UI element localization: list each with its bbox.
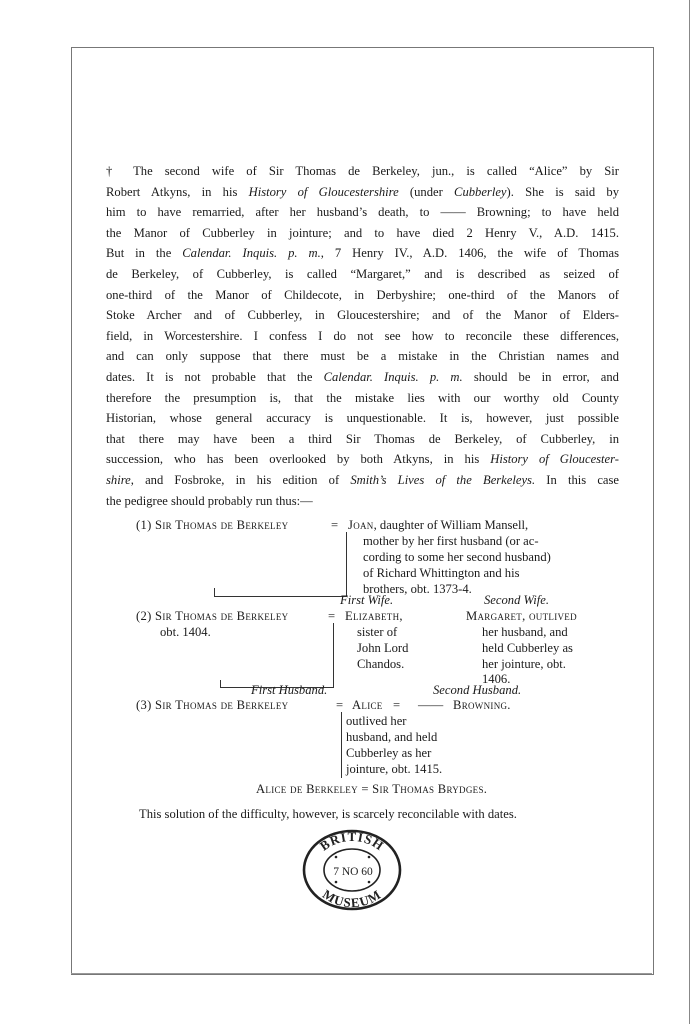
- paragraph-line: dates. It is not probable that the Calendar. Inquis. p. m. should be in error, and: [106, 369, 619, 384]
- svg-text:BRITISH: [317, 829, 387, 854]
- gen2-wife2-desc: held Cubberley as: [482, 641, 573, 655]
- gen1-desc-line: cording to some her second husband): [363, 550, 551, 564]
- gen3-desc-line: outlived her: [346, 714, 407, 728]
- footnote-paragraph: [106, 161, 619, 511]
- gen3-equals-2: =: [393, 698, 401, 712]
- closing-sentence: This solution of the difficulty, however, is scarcely reconcilable with dates.: [139, 807, 517, 821]
- paragraph-line: de Berkeley, of Cubberley, is called “Margaret,” and is described as seized of: [106, 266, 619, 281]
- paragraph-line: that there may have been a third Sir Thomas de Berkeley, of Cubberley, in: [106, 431, 619, 446]
- second-husband-heading: Second Husband.: [433, 683, 522, 697]
- paragraph-line: Robert Atkyns, in his History of Gloucestershire (under Cubberley). She is said by: [106, 184, 620, 199]
- stamp-top-text: BRITISH: [316, 828, 388, 854]
- gen2-equals: =: [328, 609, 336, 623]
- gen2-obit: obt. 1404.: [160, 625, 211, 639]
- paragraph-line: But in the Calendar. Inquis. p. m., 7 Henry IV., A.D. 1406, the wife of Thomas: [106, 246, 619, 261]
- gen1-spouse: Joan, daughter of William Mansell,: [348, 518, 529, 532]
- gen3-dash: ——: [418, 698, 444, 712]
- gen3-second-husband: Browning.: [453, 698, 511, 712]
- gen2-wife1-desc: John Lord: [357, 641, 409, 655]
- british-museum-stamp: [300, 827, 404, 911]
- gen1-descent-line: [346, 532, 347, 596]
- page-edge-line: [689, 0, 690, 1024]
- gen1-desc-line: brothers, obt. 1373-4.: [363, 582, 472, 596]
- gen2-wife2-desc: 1406.: [482, 672, 511, 686]
- gen3-stub-line: [220, 680, 221, 688]
- gen1-label: (1) Sir Thomas de Berkeley: [136, 518, 289, 532]
- gen1-equals: =: [331, 518, 339, 532]
- gen1-desc-line: mother by her first husband (or ac-: [363, 534, 539, 548]
- gen3-desc-line: jointure, obt. 1415.: [346, 762, 443, 776]
- gen3-desc-line: Cubberley as her: [346, 746, 432, 760]
- paragraph-line: Historian, whose general accuracy is unquestionable. It is, however, just possible: [106, 411, 619, 426]
- paragraph-line: one-third of the Manor of Childecote, in Derbyshire; one-third of the Manors of: [106, 287, 619, 302]
- paragraph-line: the Manor of Cubberley in jointure; and to have died 2 Henry V., A.D. 1415.: [106, 225, 619, 240]
- gen1-gen2-connector: [214, 596, 347, 597]
- gen2-descent-line: [333, 623, 334, 688]
- gen3-equals: =: [336, 698, 344, 712]
- paragraph-line: and can only suppose that there must be a mistake in the Christian names and: [106, 349, 619, 364]
- paragraph-line: him to have remarried, after her husband’s death, to —— Browning; to have held: [106, 205, 619, 220]
- gen2-wife2-desc: her jointure, obt.: [482, 657, 566, 671]
- gen2-wife1-desc: Chandos.: [357, 657, 405, 671]
- gen2-wife1-desc: sister of: [357, 625, 398, 639]
- paragraph-line: † The second wife of Sir Thomas de Berkeley, jun., is called “Alice” by Sir: [106, 164, 619, 178]
- first-husband-heading: First Husband.: [251, 683, 328, 697]
- paragraph-line: therefore the presumption is, that the mistake lies with our worthy old County: [106, 390, 619, 405]
- gen1-desc-line: of Richard Whittington and his: [363, 566, 520, 580]
- first-wife-heading: First Wife.: [340, 593, 394, 607]
- stamp-bottom-text: MUSEUM: [320, 886, 384, 911]
- gen2-wife2: Margaret, outlived: [466, 609, 577, 623]
- paragraph-line: Stoke Archer and of Cubberley, in Gloucestershire; and of the Manor of Elders-: [106, 308, 619, 323]
- gen2-wife2-desc: her husband, and: [482, 625, 568, 639]
- paragraph-line: shire, and Fosbroke, in his edition of Smith’s Lives of the Berkeleys. In this case: [106, 472, 619, 487]
- gen3-label: (3) Sir Thomas de Berkeley: [136, 698, 289, 712]
- gen3-spouse: Alice: [352, 698, 383, 712]
- gen3-descent-line: [341, 712, 342, 778]
- gen2-label: (2) Sir Thomas de Berkeley: [136, 609, 289, 623]
- paragraph-line: field, in Worcestershire. I confess I do not see how to reconcile these differences,: [106, 328, 619, 343]
- svg-text:MUSEUM: [320, 886, 384, 910]
- paragraph-line: succession, who has been overlooked by both Atkyns, in his History of Gloucester-: [106, 452, 619, 467]
- stamp-date: 7 NO 60: [333, 866, 373, 878]
- gen2-stub-line: [214, 588, 215, 597]
- gen3-desc-line: husband, and held: [346, 730, 438, 744]
- paragraph-line: the pedigree should probably run thus:—: [106, 493, 313, 508]
- gen2-wife1: Elizabeth,: [345, 609, 403, 623]
- gen4-line: Alice de Berkeley = Sir Thomas Brydges.: [256, 782, 488, 796]
- bottom-rule: [71, 973, 652, 974]
- second-wife-heading: Second Wife.: [484, 593, 550, 607]
